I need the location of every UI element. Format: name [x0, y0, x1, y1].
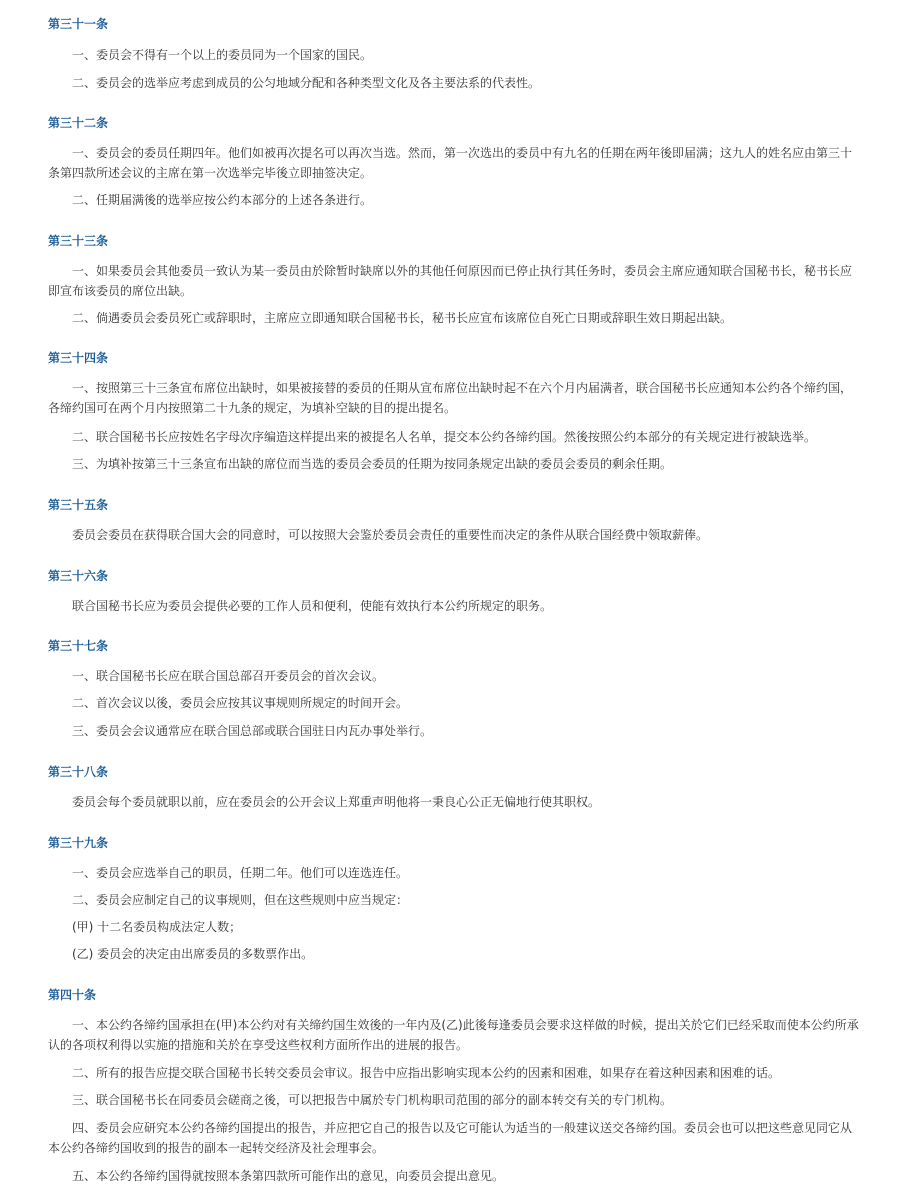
article-title: 第三十六条 [48, 569, 109, 583]
article-title: 第三十五条 [48, 498, 109, 512]
article-paragraph: 一、委员会应选举自己的职员，任期二年。他们可以连选连任。 [72, 866, 409, 880]
article-paragraph: 一、委员会的委员任期四年。他们如被再次提名可以再次当选。然而，第一次选出的委员中有九名的任期在两年後即届满；这九人的姓名应由第三十条第四款所述会议的主席在第一次选举完毕後立即抽签决定。 [48, 146, 853, 180]
article-paragraph: 委员会每个委员就职以前，应在委员会的公开会议上郑重声明他将一秉良心公正无偏地行使其职权。 [72, 795, 601, 809]
article-paragraph: 三、委员会会议通常应在联合国总部或联合国驻日内瓦办事处举行。 [72, 724, 433, 738]
article-title: 第三十七条 [48, 639, 109, 653]
article-paragraph: 二、倘遇委员会委员死亡或辞职时，主席应立即通知联合国秘书长，秘书长应宣布该席位自死亡日期或辞职生效日期起出缺。 [72, 311, 733, 325]
article-paragraph: 一、委员会不得有一个以上的委员同为一个国家的国民。 [72, 48, 373, 62]
article-paragraph: 二、首次会议以後，委员会应按其议事规则所规定的时间开会。 [72, 696, 409, 710]
article-title: 第三十八条 [48, 765, 109, 779]
article-paragraph: 二、任期届满後的选举应按公约本部分的上述各条进行。 [72, 193, 373, 207]
article-paragraph: 联合国秘书长应为委员会提供必要的工作人员和便利，使能有效执行本公约所规定的职务。 [72, 599, 553, 613]
article-paragraph: 一、联合国秘书长应在联合国总部召开委员会的首次会议。 [72, 669, 385, 683]
article-paragraph: 一、本公约各缔约国承担在(甲)本公约对有关缔约国生效後的一年内及(乙)此後每逢委员会要求这样做的时候，提出关於它们已经采取而使本公约所承认的各项权利得以实施的措施和关於在享受这些权利方面所作出的进展的报告。 [48, 1018, 859, 1052]
article-title: 第三十三条 [48, 234, 109, 248]
article-title: 第三十四条 [48, 351, 109, 365]
article-paragraph: (甲) 十二名委员构成法定人数； [72, 920, 242, 934]
article-paragraph: 二、委员会应制定自己的议事规则，但在这些规则中应当规定： [72, 893, 409, 907]
article-title: 第三十一条 [48, 17, 109, 31]
article-paragraph: 五、本公约各缔约国得就按照本条第四款所可能作出的意见，向委员会提出意见。 [72, 1169, 505, 1183]
article-paragraph: 三、为填补按第三十三条宣布出缺的席位而当选的委员会委员的任期为按同条规定出缺的委员会委员的剩余任期。 [72, 457, 673, 471]
article-paragraph: 二、联合国秘书长应按姓名字母次序编造这样提出来的被提名人名单，提交本公约各缔约国。然後按照公约本部分的有关规定进行被缺选举。 [72, 430, 817, 444]
article-paragraph: 委员会委员在获得联合国大会的同意时，可以按照大会鉴於委员会责任的重要性而决定的条件从联合国经费中领取薪俸。 [72, 528, 709, 542]
article-paragraph: 二、委员会的选举应考虑到成员的公匀地域分配和各种类型文化及各主要法系的代表性。 [72, 76, 541, 90]
article-title: 第四十条 [48, 988, 97, 1002]
article-title: 第三十二条 [48, 116, 109, 130]
article-paragraph: 三、联合国秘书长在同委员会磋商之後，可以把报告中属於专门机构职司范围的部分的副本转交有关的专门机构。 [72, 1093, 673, 1107]
article-paragraph: 一、如果委员会其他委员一致认为某一委员由於除暂时缺席以外的其他任何原因而已停止执行其任务时，委员会主席应通知联合国秘书长，秘书长应即宣布该委员的席位出缺。 [48, 264, 853, 298]
article-title: 第三十九条 [48, 836, 109, 850]
article-paragraph: 四、委员会应研究本公约各缔约国提出的报告，并应把它自己的报告以及它可能认为适当的一般建议送交各缔约国。委员会也可以把这些意见同它从本公约各缔约国收到的报告的副本一起转交经济及社会理事会。 [48, 1121, 853, 1155]
article-paragraph: 二、所有的报告应提交联合国秘书长转交委员会审议。报告中应指出影响实现本公约的因素和困难，如果存在着这种因素和困难的话。 [72, 1066, 781, 1080]
article-paragraph: (乙) 委员会的决定由出席委员的多数票作出。 [72, 947, 314, 961]
article-paragraph: 一、按照第三十三条宣布席位出缺时，如果被接替的委员的任期从宣布席位出缺时起不在六个月内届满者，联合国秘书长应通知本公约各个缔约国，各缔约国可在两个月内按照第二十九条的规定，为填补空缺的目的提出提名。 [48, 381, 853, 415]
